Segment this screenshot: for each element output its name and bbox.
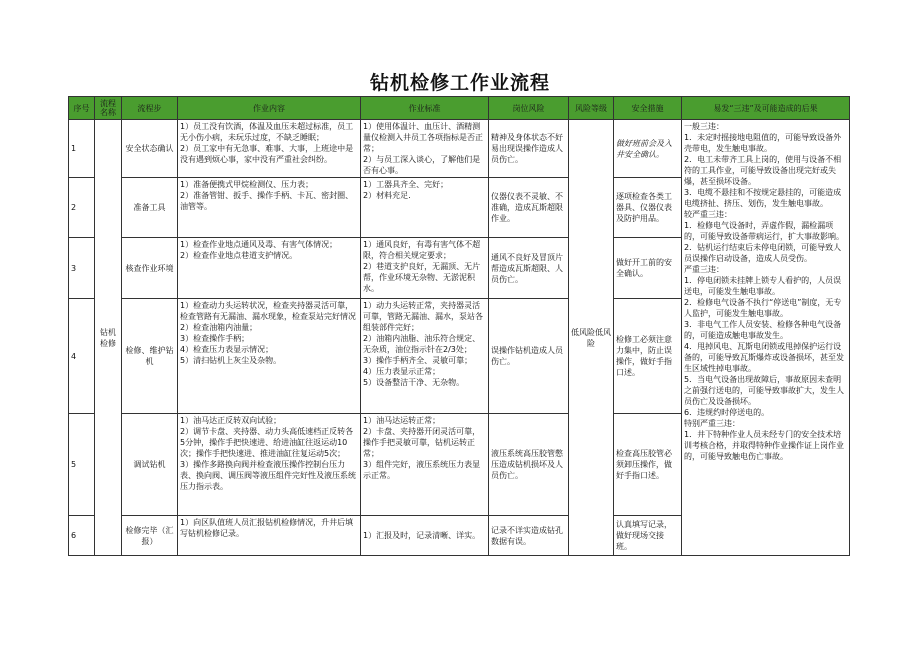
safety-cell: 检修工必须注意力集中，防止误操作，做好手指口述。 [614, 299, 682, 414]
risk-cell: 液压系统高压胶管憋压造成钻机损坏及人员伤亡。 [489, 414, 569, 516]
header-safety: 安全措施 [614, 97, 682, 120]
standard-item: 5）设备整洁干净、无杂物。 [363, 378, 465, 387]
step-cell: 准备工具 [122, 178, 178, 238]
standard-cell [361, 516, 489, 556]
table-row [69, 120, 850, 178]
content-cell [178, 238, 361, 299]
process-name-cell: 钻机检修 [95, 120, 122, 556]
standard-item: 2）卡盘、夹持器开闭灵活可靠，操作手把灵敏可靠，钻机运转正常； [363, 427, 481, 458]
standard-item: 2）油箱内油脂、油乐符合规定、无杂质，油位指示针在2/3处； [363, 334, 481, 354]
content-item: 2）准备管钳、扳手、操作手柄、卡瓦、密封圈、油管等。 [180, 191, 354, 211]
header-process-name: 流程名称 [95, 97, 122, 120]
consequence-item: 3．非电气工作人员安装、检修各种电气设备的，可能造成触电事故发生。 [684, 320, 842, 340]
seq-cell: 2 [69, 178, 95, 238]
consequence-item: 1．井下特种作业人员未经专门的安全技术培训考核合格，并取得特种作业操作证上岗作业的，可能导致触电伤亡事故。 [684, 430, 844, 461]
consequence-item: 3．电缆不悬挂和不按规定悬挂的，可能造成电缆挤扯、挤压、划伤，发生触电事故。 [684, 188, 842, 208]
safety-cell: 检查高压胶管必须卸压操作，做好手指口述。 [614, 414, 682, 516]
consequence-item: 1．检修电气设备时，弄虚作假，漏检漏项的，可能导致设备带病运行，扩大事故影响。 [684, 221, 844, 241]
content-item: 2）检查油箱内油量； [180, 323, 258, 332]
content-item: 1）检查动力头运转状况，检查夹持器灵活可靠，检查管路有无漏油、漏水现象，检查泵站完好情况 [180, 301, 356, 321]
content-cell [178, 178, 361, 238]
content-cell [178, 516, 361, 556]
consequence-item: 较严重三违： [684, 210, 732, 219]
step-cell: 检修、维护钻机 [122, 299, 178, 414]
consequence-item: 2．电工未带齐工具上岗的，使用与设备不相符的工具作业，可能导致设备出现完好或失爆，甚至损坏设备。 [684, 155, 842, 186]
header-risk: 岗位风险 [489, 97, 569, 120]
risk-cell: 精神及身体状态不好易出现误操作造成人员伤亡。 [489, 120, 569, 178]
content-cell [178, 414, 361, 516]
seq-cell: 4 [69, 299, 95, 414]
standard-item: 4）压力表显示正常； [363, 367, 441, 376]
consequence-item: 1．停电闭锁未挂牌上锁专人看护的，人员误送电，可能发生触电事故。 [684, 276, 842, 296]
header-seq: 序号 [69, 97, 95, 120]
content-cell [178, 120, 361, 178]
header-consequence: 易发“三违”及可能造成的后果 [682, 97, 850, 120]
safety-cell: 逐项检查各类工器具、仪器仪表及防护用品。 [614, 178, 682, 238]
standard-cell [361, 238, 489, 299]
consequence-item: 严重三违： [684, 265, 724, 274]
standard-cell [361, 120, 489, 178]
step-cell: 检修完毕（汇报） [122, 516, 178, 556]
content-item: 3）操作多路换向阀并检查液压操作控制台压力表、换向阀、调压阀等液压组件完好性及液压系统压力指示表。 [180, 460, 356, 491]
safety-cell: 认真填写记录，做好现场交接班。 [614, 516, 682, 556]
risk-cell: 误操作钻机造成人员伤亡。 [489, 299, 569, 414]
content-item: 2）检查作业地点巷道支护情况。 [180, 251, 298, 260]
risk-level-cell: 低风险低风险 [569, 120, 614, 556]
content-item: 3）检查操作手柄； [180, 334, 250, 343]
header-level: 风险等级 [569, 97, 614, 120]
content-item: 1）员工没有饮酒，体温及血压未超过标准，员工无小伤小病，未玩乐过度，不缺乏睡眠； [180, 122, 354, 142]
safety-cell: 做好班前会及入井安全确认。 [614, 120, 682, 178]
consequence-item: 2．钻机运行结束后未停电闭锁，可能导致人员误操作启动设备，造成人员受伤。 [684, 243, 842, 263]
risk-cell: 记录不详实造成钻孔数据有误。 [489, 516, 569, 556]
seq-cell: 3 [69, 238, 95, 299]
consequence-item: 2．检修电气设备不执行“停送电”制度，无专人监护，可能发生触电事故。 [684, 298, 842, 318]
content-item: 5）清扫钻机上灰尘及杂物。 [180, 356, 282, 365]
consequence-item: 特别严重三违： [684, 419, 740, 428]
safety-cell: 做好开工前的安全确认。 [614, 238, 682, 299]
standard-cell [361, 414, 489, 516]
content-item: 2）员工家中有无急事、难事、大事，上班途中是没有遇到烦心事，家中没有严重社会纠纷。 [180, 144, 354, 164]
content-item: 1）准备便携式甲烷检测仪、压力表； [180, 180, 314, 189]
content-item: 1）油马达正反转双向试验； [180, 416, 282, 425]
standard-item: 2）材料充足. [363, 191, 411, 200]
seq-cell: 1 [69, 120, 95, 178]
consequence-item: 4．甩掉风电、瓦斯电闭锁或甩掉保护运行设备的，可能导致瓦斯爆炸或设备损坏，甚至发生区域性掉电事故。 [684, 342, 844, 373]
seq-cell: 5 [69, 414, 95, 516]
header-content: 作业内容 [178, 97, 361, 120]
table-header-row [69, 97, 850, 120]
consequence-item: 1．未定时摇接地电阻值的，可能导致设备外壳带电，发生触电事故。 [684, 133, 842, 153]
step-cell: 调试钻机 [122, 414, 178, 516]
content-item: 1）检查作业地点通风及毒、有害气体情况； [180, 240, 338, 249]
risk-cell: 通风不良好及冒顶片帮造成瓦斯超限、人员伤亡。 [489, 238, 569, 299]
standard-item: 1）使用体温计、血压计、酒精测量仪检测入井员工各项指标是否正常； [363, 122, 483, 153]
document-title: 钻机检修工作业流程 [369, 72, 550, 94]
consequence-item: 一般三违： [684, 122, 724, 131]
standard-item: 2）与员工深入谈心，了解他们是否有心事。 [363, 155, 481, 175]
content-item: 4）检查压力表显示情况； [180, 345, 274, 354]
standard-item: 2）巷道支护良好，无漏顶、无片帮，作业环境无杂物、无淤泥积水。 [363, 262, 481, 293]
header-step: 流程步 [122, 97, 178, 120]
standard-item: 1）工器具齐全、完好； [363, 180, 449, 189]
consequence-cell [682, 120, 850, 556]
standard-item: 1）油马达运转正常； [363, 416, 441, 425]
workflow-table [68, 96, 850, 556]
step-cell: 安全状态确认 [122, 120, 178, 178]
header-standard: 作业标准 [361, 97, 489, 120]
standard-item: 1）动力头运转正常，夹持器灵活可靠，管路无漏油、漏水，泵站各组装部件完好； [363, 301, 483, 332]
risk-cell: 仪器仪表不灵敏、不准确，造成瓦斯超限作业。 [489, 178, 569, 238]
standard-item: 3）组件完好，液压系统压力表显示正常。 [363, 460, 481, 480]
standard-cell [361, 299, 489, 414]
consequence-item: 5．当电气设备出现故障后，事故原因未查明之前强行送电的，可能导致事故扩大，发生人员伤亡及设备损坏。 [684, 375, 844, 406]
standard-item: 1）通风良好，有毒有害气体不超限，符合相关规定要求； [363, 240, 481, 260]
content-cell [178, 299, 361, 414]
standard-item: 1）汇报及时，记录清晰、详实。 [363, 531, 481, 540]
standard-cell [361, 178, 489, 238]
seq-cell: 6 [69, 516, 95, 556]
content-item: 1）向区队值班人员汇报钻机检修情况，升井后填写钻机检修记录。 [180, 518, 354, 538]
consequence-item: 6．违规约时停送电的。 [684, 408, 770, 417]
standard-item: 3）操作手柄齐全、灵敏可靠； [363, 356, 473, 365]
step-cell: 核查作业环境 [122, 238, 178, 299]
content-item: 2）调节卡盘、夹持器、动力头高低速档正反转各5分钟，操作手把快速进、给进油缸往返运动10次；操作手把快速进、推进油缸往复运动5次； [180, 427, 354, 458]
